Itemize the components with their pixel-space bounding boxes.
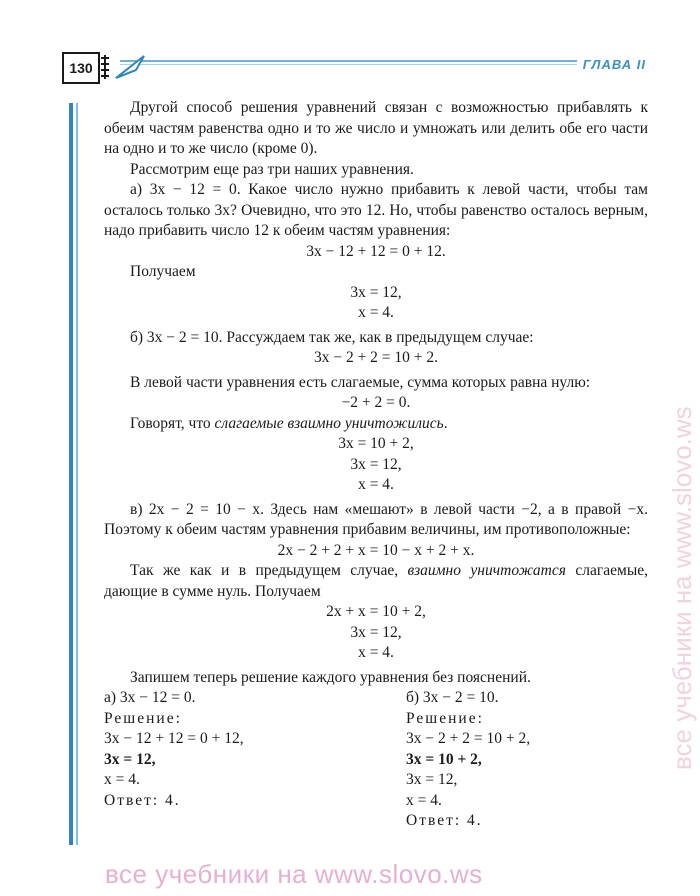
solutions (104, 688, 648, 832)
margin-bar (69, 103, 73, 845)
spiral-binding-icon (100, 54, 110, 80)
equation: x = 4. (358, 644, 394, 661)
chapter-title: ГЛАВА II (577, 57, 646, 72)
watermark-bottom: все учебники на www.slovo.ws (105, 859, 483, 889)
solution-step: 3x = 12, (104, 750, 156, 768)
paragraph (104, 561, 648, 602)
paragraph: Рассмотрим еще раз три наших уравнения. (130, 160, 414, 178)
equation: 3x − 2 + 2 = 10 + 2. (313, 349, 439, 366)
solution-b (406, 688, 648, 832)
equation: 3x = 12, (350, 455, 402, 473)
solution-step: 3x = 12, (406, 771, 458, 788)
equation: 3x − 12 + 12 = 0 + 12. (306, 242, 446, 260)
emphasis: слагаемые взаимно уничтожились (214, 414, 444, 432)
paragraph: В левой части уравнения есть слагаемые, сумма которых равна нулю: (130, 373, 591, 391)
equation: x = 4. (358, 476, 394, 493)
text-span: Говорят, что (130, 414, 215, 432)
header-rule-thin (120, 64, 646, 65)
solution-step: x = 4. (104, 771, 140, 788)
solution-label: Решение: (104, 709, 182, 727)
equation: 2x − 2 + 2 + x = 10 − x + 2 + x. (277, 541, 475, 559)
solution-answer: Ответ: 4. (104, 791, 181, 809)
equation: 3x = 12, (350, 283, 402, 301)
case-b-text: б) 3x − 2 = 10. Рассуждаем так же, как в предыдущем случае: (130, 328, 534, 346)
header-rule (120, 60, 646, 62)
case-c-text: в) 2x − 2 = 10 − x. Здесь нам «мешают» в левой части −2, а в правой −x. Поэтому к обеим частям уравнения прибавим величины, им противоположные: (104, 500, 648, 538)
solution-step: x = 4. (406, 791, 442, 809)
paragraph (104, 414, 648, 435)
paragraph: Получаем (130, 263, 196, 280)
page-number: 130 (62, 52, 100, 84)
text-span: . (443, 414, 448, 432)
equation: x = 4. (358, 304, 394, 321)
emphasis: взаимно уничтожатся (407, 562, 566, 579)
solution-step: 3x = 10 + 2, (406, 750, 482, 768)
solution-answer: Ответ: 4. (406, 812, 483, 829)
equation: −2 + 2 = 0. (341, 394, 411, 411)
text-span: Так же как и в предыдущем случае, (130, 562, 408, 579)
solution-step: 3x − 2 + 2 = 10 + 2, (406, 730, 531, 747)
text-span: слагаемые, дающие в сумме нуль. Получаем (104, 562, 648, 600)
equation: 3x = 12, (350, 623, 402, 641)
equation: 3x = 10 + 2, (338, 435, 414, 452)
case-a-text: а) 3x − 12 = 0. Какое число нужно прибавить к левой части, чтобы там осталось только 3x? Очевидно, что это 12. Но, чтобы равенство осталось верным, надо прибавить число 12 к обеим частям уравнения: (104, 181, 648, 239)
solution-label: Решение: (406, 709, 484, 727)
paragraph: Другой способ решения уравнений связан с возможностью прибавлять к обеим частям равенства одно и то же число и умножать или делить обе его части на одно и то же число (кроме 0). (104, 99, 648, 157)
page-header (62, 52, 646, 82)
solution-a (104, 688, 406, 832)
margin-bar-thin (76, 103, 78, 845)
pencil-icon (114, 54, 148, 80)
paragraph: Запишем теперь решение каждого уравнения без пояснений. (130, 668, 531, 686)
solution-step: 3x − 12 + 12 = 0 + 12, (104, 730, 244, 747)
watermark-side: все учебники на www.slovo.ws (667, 406, 697, 770)
page-content (104, 98, 648, 832)
solution-title: а) 3x − 12 = 0. (104, 689, 196, 706)
equation: 2x + x = 10 + 2, (326, 603, 426, 620)
solution-title: б) 3x − 2 = 10. (406, 689, 499, 706)
